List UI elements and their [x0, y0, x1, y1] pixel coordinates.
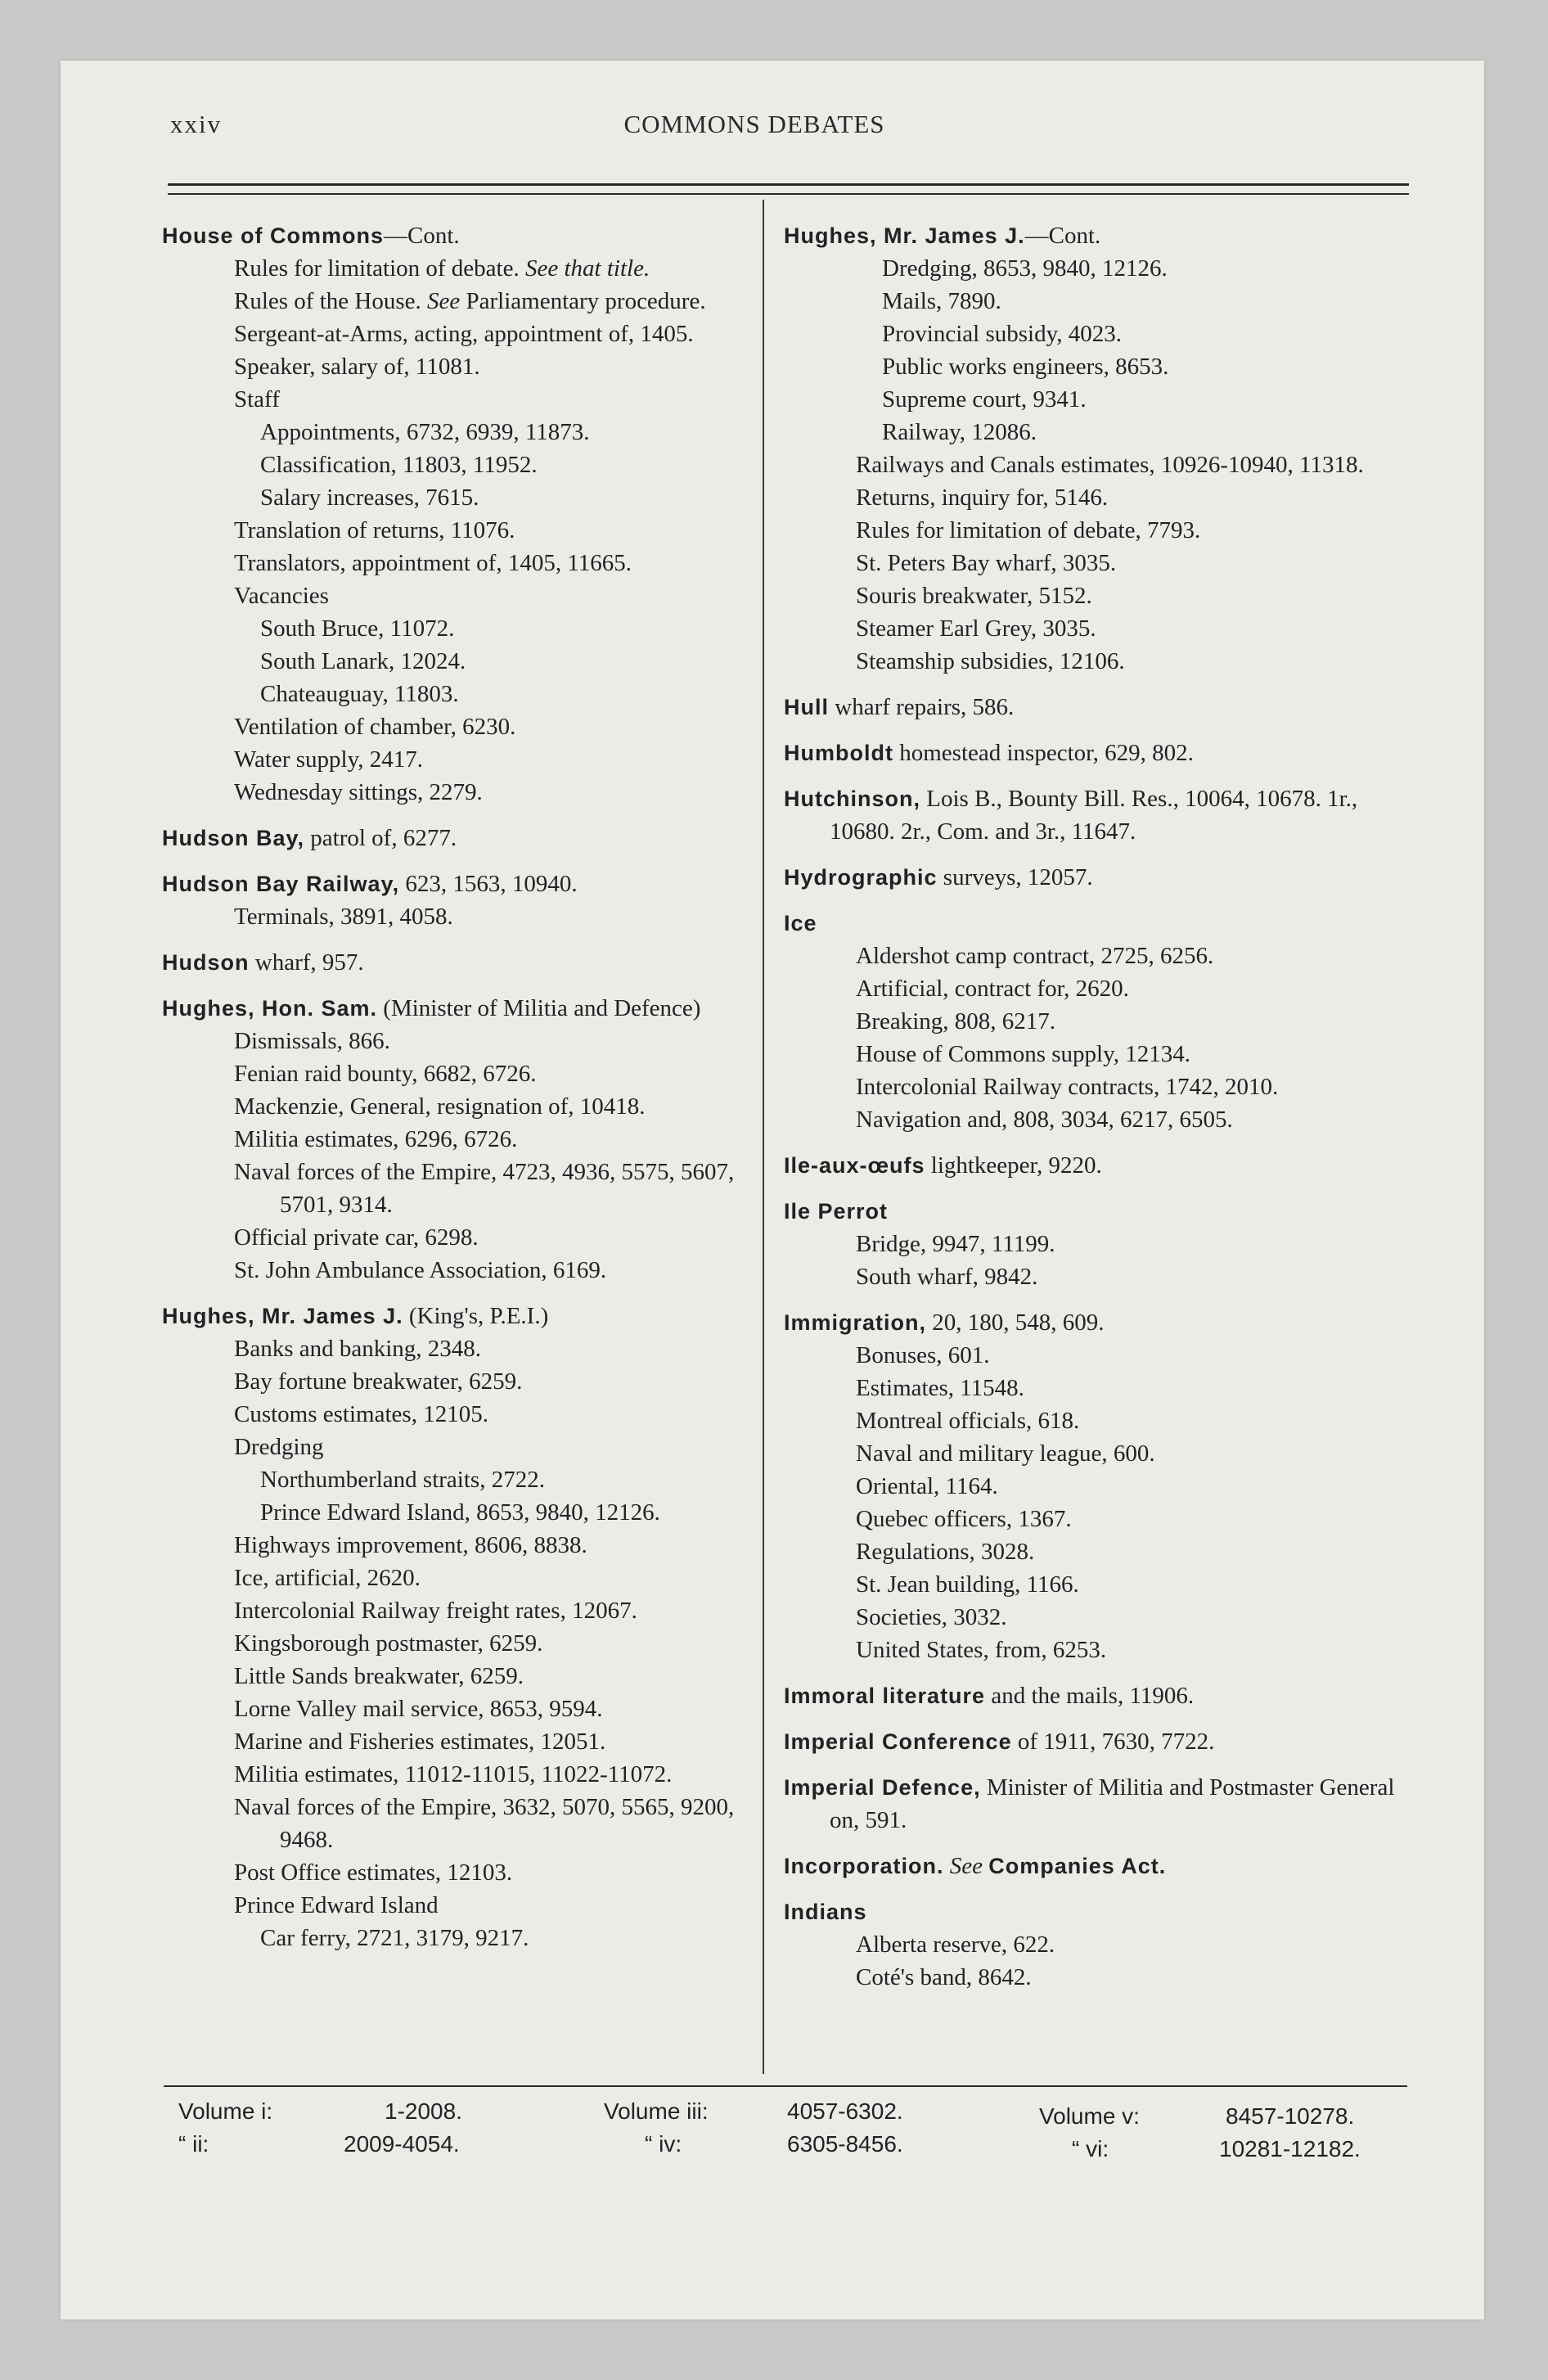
index-entry — [784, 782, 1406, 848]
sub-entry: Steamship subsidies, 12106. — [856, 648, 1125, 674]
see-label: See — [949, 1853, 983, 1879]
sub-sub-entry: Appointments, 6732, 6939, 11873. — [260, 419, 590, 445]
index-entry — [784, 1895, 1406, 1994]
sub-entry: Steamer Earl Grey, 3035. — [856, 615, 1096, 642]
sub-sub-entry: South Bruce, 11072. — [260, 615, 455, 642]
sub-sub-entry: Car ferry, 2721, 3179, 9217. — [260, 1925, 529, 1951]
cross-reference: Parliamentary procedure. — [466, 288, 706, 314]
sub-entry: Wednesday sittings, 2279. — [234, 779, 483, 805]
sub-entry-text: Rules of the House. — [234, 288, 421, 314]
entry-heading: Ice — [784, 911, 817, 935]
page-header — [108, 110, 1401, 159]
entry-text: patrol of, 6277. — [310, 825, 457, 851]
entry-heading: Imperial Defence, — [784, 1775, 981, 1800]
entry-heading: Hudson Bay, — [162, 826, 305, 850]
sub-entry: Banks and banking, 2348. — [234, 1336, 482, 1362]
sub-entry: Sergeant-at-Arms, acting, appointment of, 1405. — [234, 321, 694, 347]
cross-reference: See that title. — [524, 255, 650, 282]
entry-heading: Immoral literature — [784, 1684, 986, 1708]
sub-entry: House of Commons supply, 12134. — [856, 1041, 1190, 1067]
volume-label: Volume i: — [178, 2098, 273, 2124]
sub-entry: Returns, inquiry for, 5146. — [856, 485, 1109, 511]
footer-rule — [164, 2085, 1407, 2087]
sub-entry — [208, 252, 761, 285]
index-entry — [784, 1679, 1406, 1712]
sub-sub-entry: Prince Edward Island, 8653, 9840, 12126. — [260, 1499, 660, 1526]
entry-text: of 1911, 7630, 7722. — [1017, 1729, 1215, 1755]
index-entry — [784, 1850, 1406, 1882]
sub-entry: Rules for limitation of debate, 7793. — [856, 517, 1201, 543]
entry-text: homestead inspector, 629, 802. — [899, 740, 1194, 766]
volume-label: Volume iii: — [604, 2098, 709, 2124]
sub-sub-entry: Dredging, 8653, 9840, 12126. — [882, 255, 1168, 282]
index-entry — [784, 1306, 1406, 1666]
cross-reference: Companies Act. — [988, 1854, 1167, 1878]
header-rule — [168, 183, 1409, 186]
entry-heading: Ile Perrot — [784, 1199, 889, 1224]
sub-entry: Artificial, contract for, 2620. — [856, 976, 1129, 1002]
index-entry — [162, 219, 761, 809]
header-rule-second — [168, 193, 1409, 195]
entry-heading: Hughes, Hon. Sam. — [162, 996, 378, 1021]
right-column — [784, 219, 1406, 1994]
entry-heading: Incorporation. — [784, 1854, 944, 1878]
volume-range: 1-2008. — [385, 2098, 462, 2124]
entry-text: lightkeeper, 9220. — [930, 1152, 1102, 1179]
sub-entry: Prince Edward Island — [234, 1892, 439, 1918]
entry-heading: Ile-aux-œufs — [784, 1153, 925, 1178]
sub-entry: Breaking, 808, 6217. — [856, 1008, 1056, 1034]
entry-text: Lois B., Bounty Bill. Res., 10064, 10678. 1r., 10680. 2r., Com. and 3r., 11647. — [830, 786, 1358, 845]
sub-entry: Societies, 3032. — [856, 1604, 1007, 1630]
sub-entry — [208, 285, 761, 318]
sub-entry: Official private car, 6298. — [234, 1224, 479, 1251]
sub-sub-entry: Railway, 12086. — [882, 419, 1037, 445]
sub-entry: Mackenzie, General, resignation of, 10418. — [234, 1093, 646, 1120]
sub-entry: Dismissals, 866. — [234, 1028, 390, 1054]
sub-entry: Intercolonial Railway freight rates, 12067. — [234, 1598, 637, 1624]
sub-entry: Militia estimates, 6296, 6726. — [234, 1126, 518, 1152]
sub-entry: Quebec officers, 1367. — [856, 1506, 1072, 1532]
entry-heading: Humboldt — [784, 741, 893, 765]
sub-entry: St. Peters Bay wharf, 3035. — [856, 550, 1117, 576]
sub-entry: Translators, appointment of, 1405, 11665. — [234, 550, 632, 576]
sub-entry: Naval and military league, 600. — [856, 1440, 1155, 1467]
sub-entry: Bay fortune breakwater, 6259. — [234, 1368, 523, 1395]
sub-sub-entry: Chateauguay, 11803. — [260, 681, 459, 707]
sub-entry: Terminals, 3891, 4058. — [234, 904, 453, 930]
sub-entry: Highways improvement, 8606, 8838. — [234, 1532, 587, 1558]
entry-continued: —Cont. — [384, 223, 460, 249]
sub-entry: Vacancies — [234, 583, 329, 609]
index-entry — [162, 992, 761, 1287]
index-entry — [784, 1725, 1406, 1758]
sub-sub-entry: Salary increases, 7615. — [260, 485, 479, 511]
sub-entry: Bridge, 9947, 11199. — [856, 1231, 1055, 1257]
entry-heading: Hughes, Mr. James J. — [162, 1304, 403, 1328]
sub-entry: Souris breakwater, 5152. — [856, 583, 1092, 609]
sub-sub-entry: Supreme court, 9341. — [882, 386, 1087, 412]
sub-entry: Speaker, salary of, 11081. — [234, 354, 480, 380]
see-label: See — [427, 288, 461, 314]
page-number: xxiv — [170, 110, 223, 138]
sub-entry: Alberta reserve, 622. — [856, 1931, 1055, 1958]
sub-entry: Montreal officials, 618. — [856, 1408, 1080, 1434]
entry-text: 623, 1563, 10940. — [405, 871, 578, 897]
index-entry — [784, 1195, 1406, 1293]
entry-heading: Hull — [784, 695, 829, 719]
sub-entry: Translation of returns, 11076. — [234, 517, 515, 543]
entry-continued: —Cont. — [1024, 223, 1101, 249]
sub-entry: Intercolonial Railway contracts, 1742, 2010. — [856, 1074, 1279, 1100]
sub-entry: Oriental, 1164. — [856, 1473, 998, 1499]
sub-entry: Militia estimates, 11012-11015, 11022-11072. — [234, 1761, 673, 1787]
sub-sub-entry: South Lanark, 12024. — [260, 648, 466, 674]
sub-entry: Bonuses, 601. — [856, 1342, 990, 1368]
entry-text: (King's, P.E.I.) — [408, 1303, 549, 1329]
sub-entry: St. Jean building, 1166. — [856, 1571, 1079, 1598]
sub-entry: Estimates, 11548. — [856, 1375, 1024, 1401]
sub-entry: United States, from, 6253. — [856, 1637, 1107, 1663]
sub-entry: Little Sands breakwater, 6259. — [234, 1663, 524, 1689]
index-entry — [784, 691, 1406, 723]
volume-range: 4057-6302. — [787, 2098, 903, 2124]
left-column — [162, 219, 761, 1954]
running-head: COMMONS DEBATES — [623, 110, 885, 138]
index-entry — [784, 861, 1406, 894]
volume-label: “ iv: — [645, 2131, 682, 2157]
volume-range: 8457-10278. — [1226, 2103, 1355, 2129]
index-entry — [162, 822, 761, 854]
entry-heading: Hudson — [162, 950, 250, 975]
entry-heading: Immigration, — [784, 1310, 927, 1335]
index-entry — [784, 907, 1406, 1136]
index-entry — [784, 737, 1406, 769]
sub-entry: Aldershot camp contract, 2725, 6256. — [856, 943, 1214, 969]
sub-entry: Dredging — [234, 1434, 324, 1460]
sub-entry: St. John Ambulance Association, 6169. — [234, 1257, 607, 1283]
index-entry — [162, 1300, 761, 1954]
sub-entry: South wharf, 9842. — [856, 1264, 1038, 1290]
sub-entry: Post Office estimates, 12103. — [234, 1859, 513, 1886]
entry-text: wharf, 957. — [254, 949, 364, 976]
sub-entry: Water supply, 2417. — [234, 746, 423, 773]
volume-range: 2009-4054. — [344, 2131, 460, 2157]
volume-label: Volume v: — [1039, 2103, 1140, 2129]
volume-label: “ ii: — [178, 2131, 209, 2157]
entry-heading: House of Commons — [162, 223, 385, 248]
sub-entry: Staff — [234, 386, 280, 412]
entry-text: surveys, 12057. — [943, 864, 1093, 890]
sub-entry: Coté's band, 8642. — [856, 1964, 1032, 1990]
index-entry — [162, 946, 761, 979]
entry-heading: Indians — [784, 1900, 867, 1924]
entry-heading: Hughes, Mr. James J. — [784, 223, 1025, 248]
sub-sub-entry: Northumberland straits, 2722. — [260, 1467, 545, 1493]
volume-label: “ vi: — [1072, 2136, 1109, 2161]
entry-heading: Imperial Conference — [784, 1729, 1012, 1754]
sub-sub-entry: Public works engineers, 8653. — [882, 354, 1169, 380]
sub-entry: Lorne Valley mail service, 8653, 9594. — [234, 1696, 603, 1722]
sub-entry: Regulations, 3028. — [856, 1539, 1035, 1565]
entry-text: (Minister of Militia and Defence) — [383, 995, 701, 1021]
entry-text: wharf repairs, 586. — [835, 694, 1015, 720]
entry-text: Minister of Militia and Postmaster General on, 591. — [830, 1774, 1395, 1833]
column-divider — [763, 200, 764, 2074]
entry-heading: Hydrographic — [784, 865, 938, 890]
volume-key-footer — [164, 2085, 1407, 2175]
sub-entry: Ice, artificial, 2620. — [234, 1565, 421, 1591]
index-entry — [784, 1771, 1406, 1837]
volume-range: 10281-12182. — [1219, 2136, 1361, 2161]
sub-sub-entry: Provincial subsidy, 4023. — [882, 321, 1122, 347]
entry-heading: Hudson Bay Railway, — [162, 872, 400, 896]
sub-entry-text: Rules for limitation of debate. — [234, 255, 520, 282]
entry-heading: Hutchinson, — [784, 787, 920, 811]
sub-sub-entry: Mails, 7890. — [882, 288, 1001, 314]
sub-entry: Navigation and, 808, 3034, 6217, 6505. — [856, 1107, 1233, 1133]
index-entry — [784, 219, 1406, 678]
index-entry — [162, 868, 761, 933]
sub-entry: Railways and Canals estimates, 10926-10940, 11318. — [856, 452, 1364, 478]
entry-text: and the mails, 11906. — [991, 1683, 1195, 1709]
sub-entry: Ventilation of chamber, 6230. — [234, 714, 516, 740]
sub-entry: Kingsborough postmaster, 6259. — [234, 1630, 543, 1657]
sub-entry: Marine and Fisheries estimates, 12051. — [234, 1729, 606, 1755]
sub-entry: Customs estimates, 12105. — [234, 1401, 488, 1427]
sub-entry: Naval forces of the Empire, 3632, 5070, 5565, 9200, 9468. — [234, 1794, 735, 1853]
sub-entry: Naval forces of the Empire, 4723, 4936, 5575, 5607, 5701, 9314. — [234, 1159, 735, 1218]
sub-entry: Fenian raid bounty, 6682, 6726. — [234, 1061, 537, 1087]
sub-sub-entry: Classification, 11803, 11952. — [260, 452, 538, 478]
volume-range: 6305-8456. — [787, 2131, 903, 2157]
index-entry — [784, 1149, 1406, 1182]
entry-text: 20, 180, 548, 609. — [932, 1309, 1105, 1336]
